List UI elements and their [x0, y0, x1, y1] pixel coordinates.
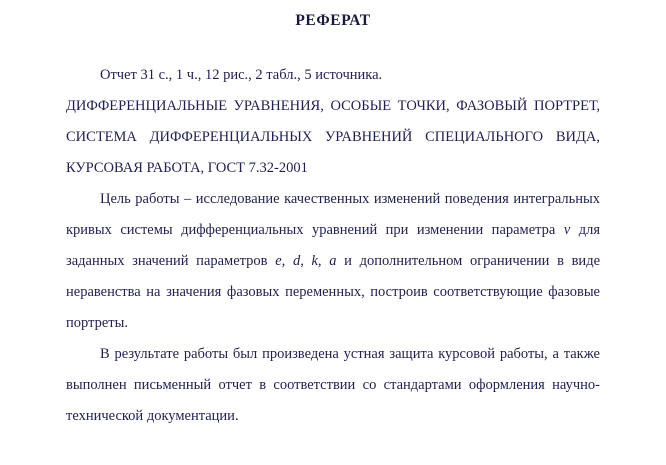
- purpose-paragraph: [66, 184, 600, 339]
- parameter-nu: ν: [563, 222, 571, 238]
- purpose-segment-1: Цель работы – исследование качественных изменений поведения интегральных кривых системы дифференциальных уравнений при изменении параметра: [66, 191, 600, 238]
- purpose-segment-3: и дополнительном ограничении в виде неравенства на значения фазовых переменных, построив соответствующие фазовые портреты.: [66, 253, 601, 331]
- page-title: РЕФЕРАТ: [295, 12, 371, 29]
- result-paragraph: В результате работы был произведена устная защита курсовой работы, а также выполнен письменный отчет в соответствии со стандартами оформления научно-технической документации.: [66, 346, 600, 424]
- keywords-text: ДИФФЕРЕНЦИАЛЬНЫЕ УРАВНЕНИЯ, ОСОБЫЕ ТОЧКИ, ФАЗОВЫЙ ПОРТРЕТ, СИСТЕМА ДИФФЕРЕНЦИАЛЬНЫХ УРАВНЕНИЙ СПЕЦИАЛЬНОГО ВИДА, КУРСОВАЯ РАБОТА, ГОСТ 7.32-2001: [66, 98, 600, 176]
- document-body: [66, 60, 600, 432]
- keywords-paragraph: [66, 91, 600, 184]
- report-stats-paragraph: Отчет 31 с., 1 ч., 12 рис., 2 табл., 5 источника.: [100, 67, 383, 83]
- purpose-segment-2: для заданных значений параметров: [66, 222, 600, 269]
- parameter-list: e, d, k, a: [275, 253, 337, 269]
